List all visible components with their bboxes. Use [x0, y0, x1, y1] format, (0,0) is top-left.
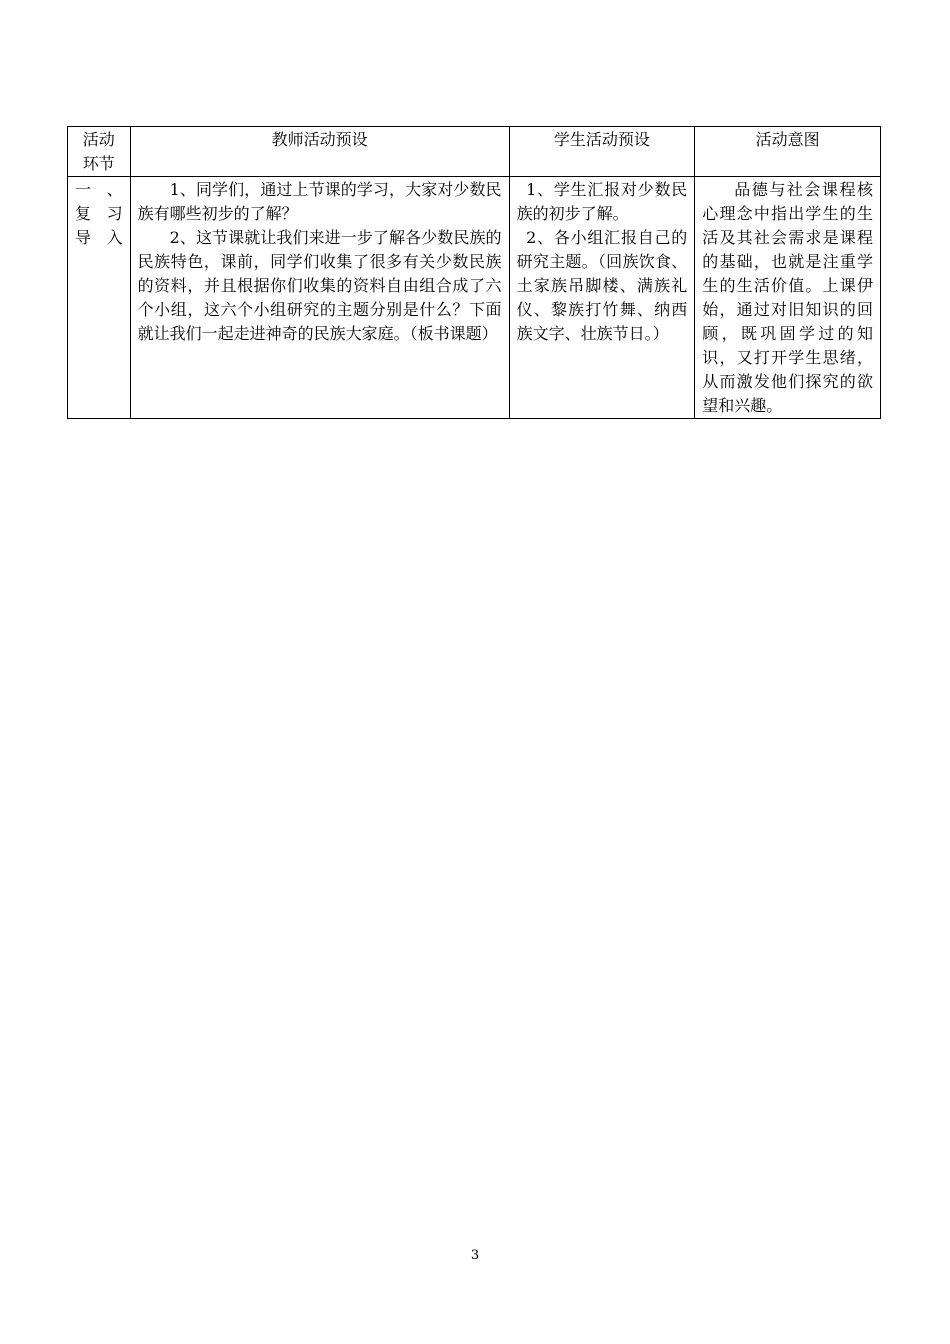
table-row — [68, 177, 881, 419]
header-stage: 活动环节 — [68, 127, 131, 177]
student-step-1: 1、学生汇报对少数民族的初步了解。 — [516, 180, 688, 223]
cell-activity-intent — [695, 177, 881, 419]
cell-student-activity — [509, 177, 695, 419]
page-number: 3 — [470, 1248, 480, 1263]
student-step-2: 2、各小组汇报自己的研究主题。（回族饮食、土家族吊脚楼、满族礼仪、黎族打竹舞、纳西族文字、壮族节日。） — [516, 228, 688, 343]
teacher-step-1: 1、同学们，通过上节课的学习，大家对少数民族有哪些初步的了解？ — [137, 180, 502, 223]
header-teacher-activity: 教师活动预设 — [130, 127, 509, 177]
lesson-plan-table — [67, 126, 881, 419]
header-student-activity: 学生活动预设 — [509, 127, 695, 177]
stage-text: 一、复习导入 — [75, 180, 123, 247]
table-header-row — [68, 127, 881, 177]
header-activity-intent: 活动意图 — [695, 127, 881, 177]
intent-text: 品德与社会课程核心理念中指出学生的生活及其社会需求是课程的基础，也就是注重学生的生活价值。上课伊始，通过对旧知识的回顾，既巩固学过的知识，又打开学生思绪，从而激发他们探究的欲望和兴趣。 — [702, 180, 873, 415]
teacher-step-2: 2、这节课就让我们来进一步了解各少数民族的民族特色，课前，同学们收集了很多有关少数民族的资料，并且根据你们收集的资料自由组合成了六个小组，这六个小组研究的主题分别是什么？下面就让我们一起走进神奇的民族大家庭。（板书课题） — [137, 228, 502, 343]
cell-teacher-activity — [130, 177, 509, 419]
cell-stage — [68, 177, 131, 419]
